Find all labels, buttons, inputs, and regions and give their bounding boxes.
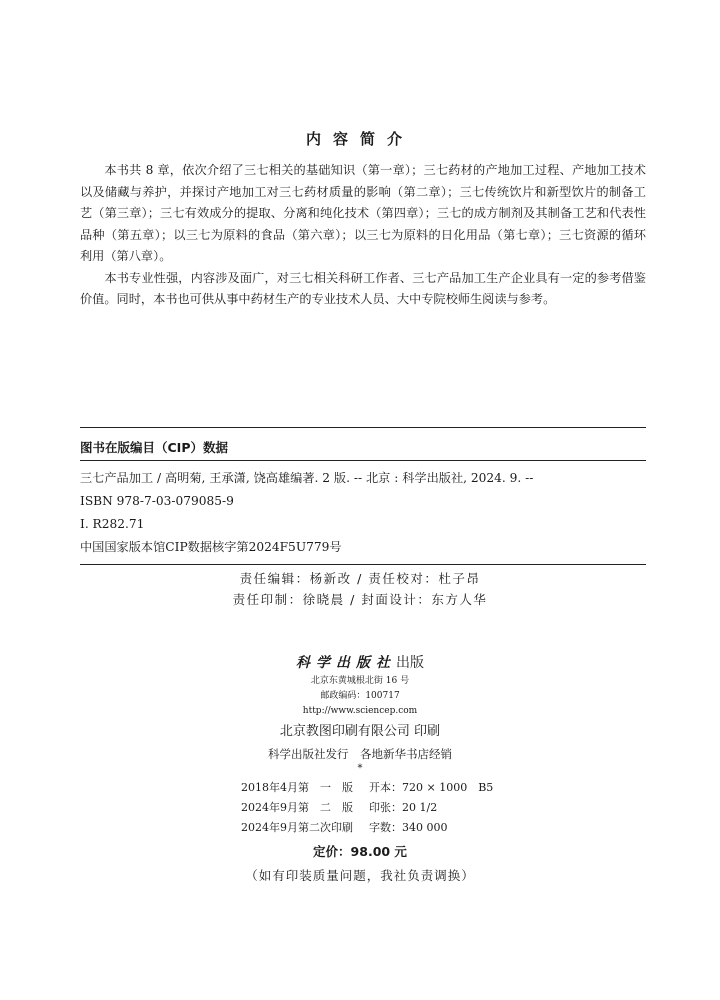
cip-heading-rule — [80, 460, 646, 461]
edition-date: 2018年4月第 一 版 — [241, 781, 353, 794]
intro-paragraph-2: 本书专业性强，内容涉及面广，对三七相关科研工作者、三七产品加工生产企业具有一定的参考借鉴价值。同时，本书也可供从事中药材生产的专业技术人员、大中专院校师生阅读与参考。 — [80, 270, 646, 306]
cip-heading: 图书在版编目（CIP）数据 — [80, 440, 228, 455]
credits-block — [0, 568, 720, 610]
cip-line-bibliographic: 三七产品加工 / 高明菊, 王承潇, 饶高雄编著. 2 版. -- 北京 : 科学出版社, 2024. 9. -- — [80, 471, 534, 485]
publisher-website: http://www.sciencep.com — [302, 706, 418, 716]
price: 定价：98.00 元 — [313, 844, 407, 859]
edition-date: 2024年9月第 二 版 — [241, 801, 353, 814]
edition-spec: 印张：20 1/2 — [369, 801, 438, 814]
publisher-name — [0, 652, 720, 674]
edition-date: 2024年9月第二次印刷 — [241, 821, 353, 834]
intro-section — [80, 160, 646, 311]
edition-row — [241, 798, 493, 818]
cip-top-rule — [80, 427, 646, 428]
cip-block — [80, 427, 646, 565]
intro-paragraph-1: 本书共 8 章，依次介绍了三七相关的基础知识（第一章）；三七药材的产地加工过程、产地加工技术以及储藏与养护，并探讨产地加工对三七药材质量的影响（第二章）；三七传统饮片和新型饮片的制备工艺（第三章）；三七有效成分的提取、分离和纯化技术（第四章）；三七的成方制剂及其制备工艺和代表性品种（第五章）；以三七为原料的食品（第六章）；以三七为原料的日化用品（第七章）；三七资源的循环利用（第八章）。 — [80, 163, 646, 263]
printer-line: 北京教图印刷有限公司 印刷 — [279, 724, 441, 739]
credits-production: 责任印制：徐晓晨 / 封面设计：东方人华 — [232, 592, 488, 607]
separator-star: * — [357, 763, 363, 774]
return-note: （如有印装质量问题，我社负责调换） — [245, 868, 475, 883]
cip-bottom-rule — [80, 564, 646, 565]
edition-row — [241, 818, 493, 838]
publisher-logo: 科学出版社 — [296, 655, 396, 671]
edition-block — [241, 778, 493, 838]
edition-spec: 开本：720 × 1000 B5 — [369, 781, 494, 794]
publisher-address: 北京东黄城根北街 16 号 — [310, 676, 410, 686]
credits-editors: 责任编辑：杨新改 / 责任校对：杜子昂 — [239, 571, 481, 586]
publisher-block — [0, 652, 720, 774]
distribution-line: 科学出版社发行 各地新华书店经销 — [268, 747, 452, 761]
publisher-postcode: 邮政编码：100717 — [320, 691, 400, 701]
publisher-suffix: 出版 — [396, 655, 424, 671]
edition-row — [241, 778, 493, 798]
edition-spec: 字数：340 000 — [369, 821, 448, 834]
cip-line-record-number: 中国国家版本馆CIP数据核字第2024F5U779号 — [80, 540, 342, 554]
cip-line-isbn: ISBN 978-7-03-079085-9 — [80, 494, 234, 508]
intro-title: 内容简介 — [305, 130, 414, 148]
cip-line-classification: Ⅰ. R282.71 — [80, 517, 145, 531]
